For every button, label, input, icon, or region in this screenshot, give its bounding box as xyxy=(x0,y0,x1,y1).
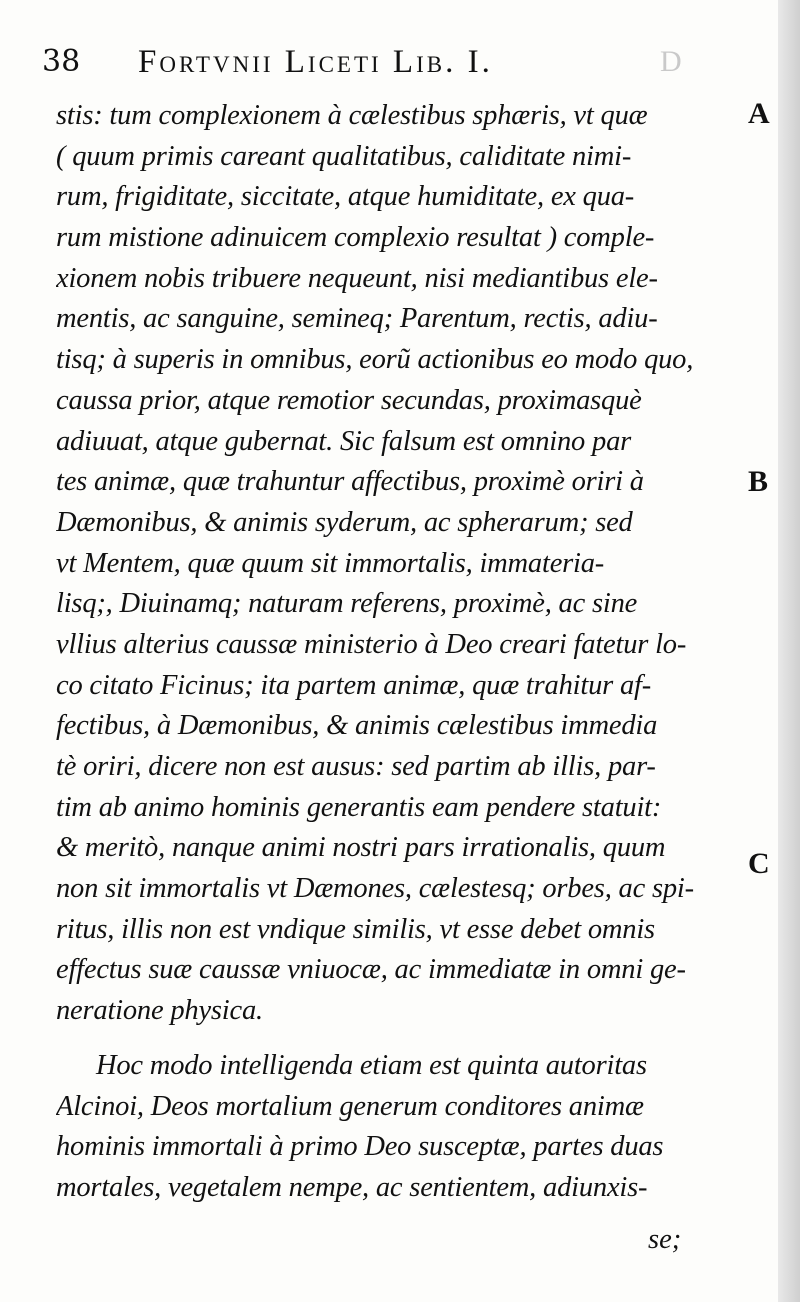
text-line: tes animæ, quæ trahuntur affectibus, proximè oriri à xyxy=(56,466,644,498)
text-line: fectibus, à Dæmonibus, & animis cælestibus immedia xyxy=(56,710,658,742)
margin-letter-b: B xyxy=(748,465,769,498)
text-line: mortales, vegetalem nempe, ac sentientem, adiunxis- xyxy=(56,1171,648,1203)
text-line: ( quum primis careant qualitatibus, caliditate nimi- xyxy=(56,140,632,172)
running-head: Fortvnii Liceti Lib. I. xyxy=(138,44,493,80)
text-line: lisq;, Diuinamq; naturam referens, proximè, ac sine xyxy=(56,588,638,620)
text-line: Alcinoi, Deos mortalium generum conditores animæ xyxy=(56,1090,644,1122)
text-line: Hoc modo intelligenda etiam est quinta autoritas xyxy=(96,1049,647,1081)
paragraph-gap xyxy=(56,1032,746,1046)
text-line: tim ab animo hominis generantis eam pendere statuit: xyxy=(56,791,662,823)
text-line: ritus, illis non est vndique similis, vt esse debet omnis xyxy=(56,913,655,945)
text-line: tè oriri, dicere non est ausus: sed partim ab illis, par- xyxy=(56,751,656,782)
margin-letter-c: C xyxy=(748,847,770,880)
text-line: tisq; à superis in omnibus, eorũ actionibus eo modo quo, xyxy=(56,344,694,376)
text-line: vt Mentem, quæ quum sit immortalis, immateria- xyxy=(56,547,605,579)
page-header xyxy=(42,38,682,86)
margin-letter-a: A xyxy=(748,97,770,130)
text-line: effectus suæ caussæ vniuocæ, ac immediatæ in omni ge- xyxy=(56,954,686,986)
text-line: rum, frigiditate, siccitate, atque humiditate, ex qua- xyxy=(56,181,635,213)
catchword: se; xyxy=(648,1224,682,1255)
text-line: adiuuat, atque gubernat. Sic falsum est omnino par xyxy=(56,425,632,457)
text-line: non sit immortalis vt Dæmones, cælestesq; orbes, ac spi- xyxy=(56,873,694,905)
text-line: xionem nobis tribuere nequeunt, nisi mediantibus ele- xyxy=(56,262,658,294)
text-line: caussa prior, atque remotior secundas, proximasquè xyxy=(56,384,642,416)
text-line: vllius alterius caussæ ministerio à Deo creari fatetur lo- xyxy=(56,628,687,660)
text-line: rum mistione adinuicem complexio resultat ) comple- xyxy=(56,222,655,254)
text-line: stis: tum complexionem à cælestibus sphæris, vt quæ xyxy=(56,100,648,131)
text-line: mentis, ac sanguine, semineq; Parentum, rectis, adiu- xyxy=(56,303,658,335)
text-line: neratione physica. xyxy=(56,995,263,1027)
bleed-through-letter: D xyxy=(660,45,682,78)
page-number: 38 xyxy=(42,44,81,79)
text-line: Dæmonibus, & animis syderum, ac spherarum; sed xyxy=(56,506,633,538)
page-edge-shadow xyxy=(778,0,800,1302)
body-text xyxy=(56,96,746,1209)
text-line: hominis immortali à primo Deo susceptæ, partes duas xyxy=(56,1131,664,1163)
text-line: & meritò, nanque animi nostri pars irrationalis, quum xyxy=(56,832,666,864)
text-line: co citato Ficinus; ita partem animæ, quæ trahitur af- xyxy=(56,669,651,701)
